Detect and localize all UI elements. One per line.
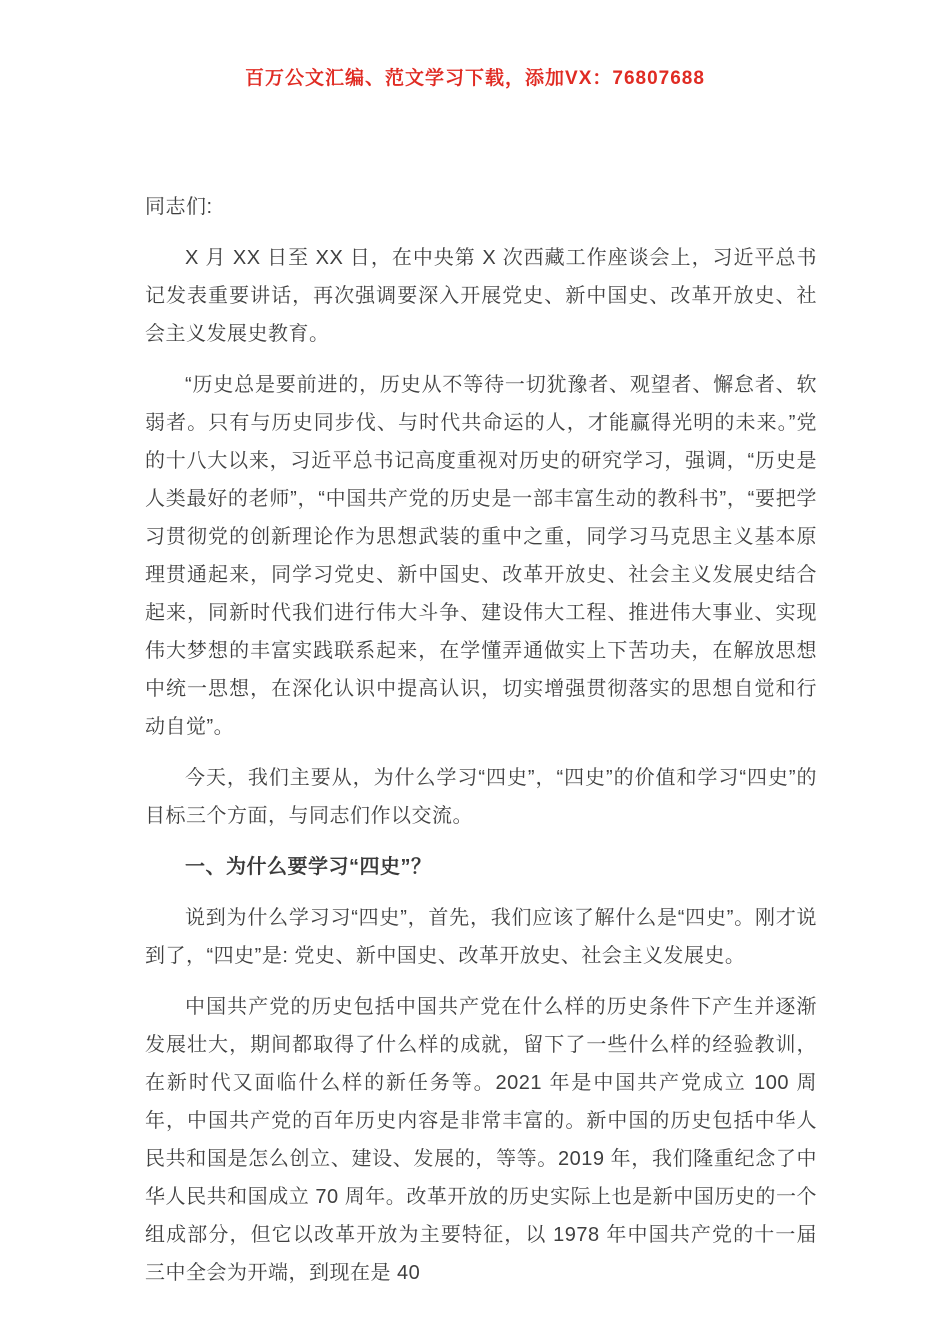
- paragraph-what-is-four-histories: 说到为什么学习习“四史”，首先，我们应该了解什么是“四史”。刚才说到了，“四史”是: 党史、新中国史、改革开放史、社会主义发展史。: [145, 907, 817, 967]
- document-body: [145, 188, 817, 1292]
- paragraph-history-quote: “历史总是要前进的，历史从不等待一切犹豫者、观望者、懈怠者、软弱者。只有与历史同步伐、与时代共命运的人，才能赢得光明的未来。”党的十八大以来，习近平总书记高度重视对历史的研究学习，强调，“历史是人类最好的老师”，“中国共产党的历史是一部丰富生动的教科书”，“要把学习贯彻党的创新理论作为思想武装的重中之重，同学习马克思主义基本原理贯通起来，同学习党史、新中国史、改革开放史、社会主义发展史结合起来，同新时代我们进行伟大斗争、建设伟大工程、推进伟大事业、实现伟大梦想的丰富实践联系起来，在学懂弄通做实上下苦功夫，在解放思想中统一思想，在深化认识中提高认识，切实增强贯彻落实的思想自觉和行动自觉”。: [145, 374, 817, 738]
- paragraph-party-history-overview: 中国共产党的历史包括中国共产党在什么样的历史条件下产生并逐渐发展壮大，期间都取得了什么样的成就，留下了一些什么样的经验教训，在新时代又面临什么样的新任务等。2021 年是中国共产党成立 100 周年，中国共产党的百年历史内容是非常丰富的。新中国的历史包括中华人民共和国是怎么创立、建设、发展的，等等。2019 年，我们隆重纪念了中华人民共和国成立 70 周年。改革开放的历史实际上也是新中国历史的一个组成部分，但它以改革开放为主要特征，以 1978 年中国共产党的十一届三中全会为开端，到现在是 40: [145, 996, 817, 1284]
- paragraph-today-topics: 今天，我们主要从，为什么学习“四史”，“四史”的价值和学习“四史”的目标三个方面，与同志们作以交流。: [145, 767, 817, 827]
- promo-banner-text: 百万公文汇编、范文学习下载，添加VX：76807688: [245, 68, 705, 89]
- section-heading-one: 一、为什么要学习“四史”？: [185, 856, 432, 878]
- salutation: 同志们:: [145, 196, 213, 218]
- paragraph-meeting-intro: X 月 XX 日至 XX 日，在中央第 X 次西藏工作座谈会上，习近平总书记发表重要讲话，再次强调要深入开展党史、新中国史、改革开放史、社会主义发展史教育。: [145, 247, 817, 345]
